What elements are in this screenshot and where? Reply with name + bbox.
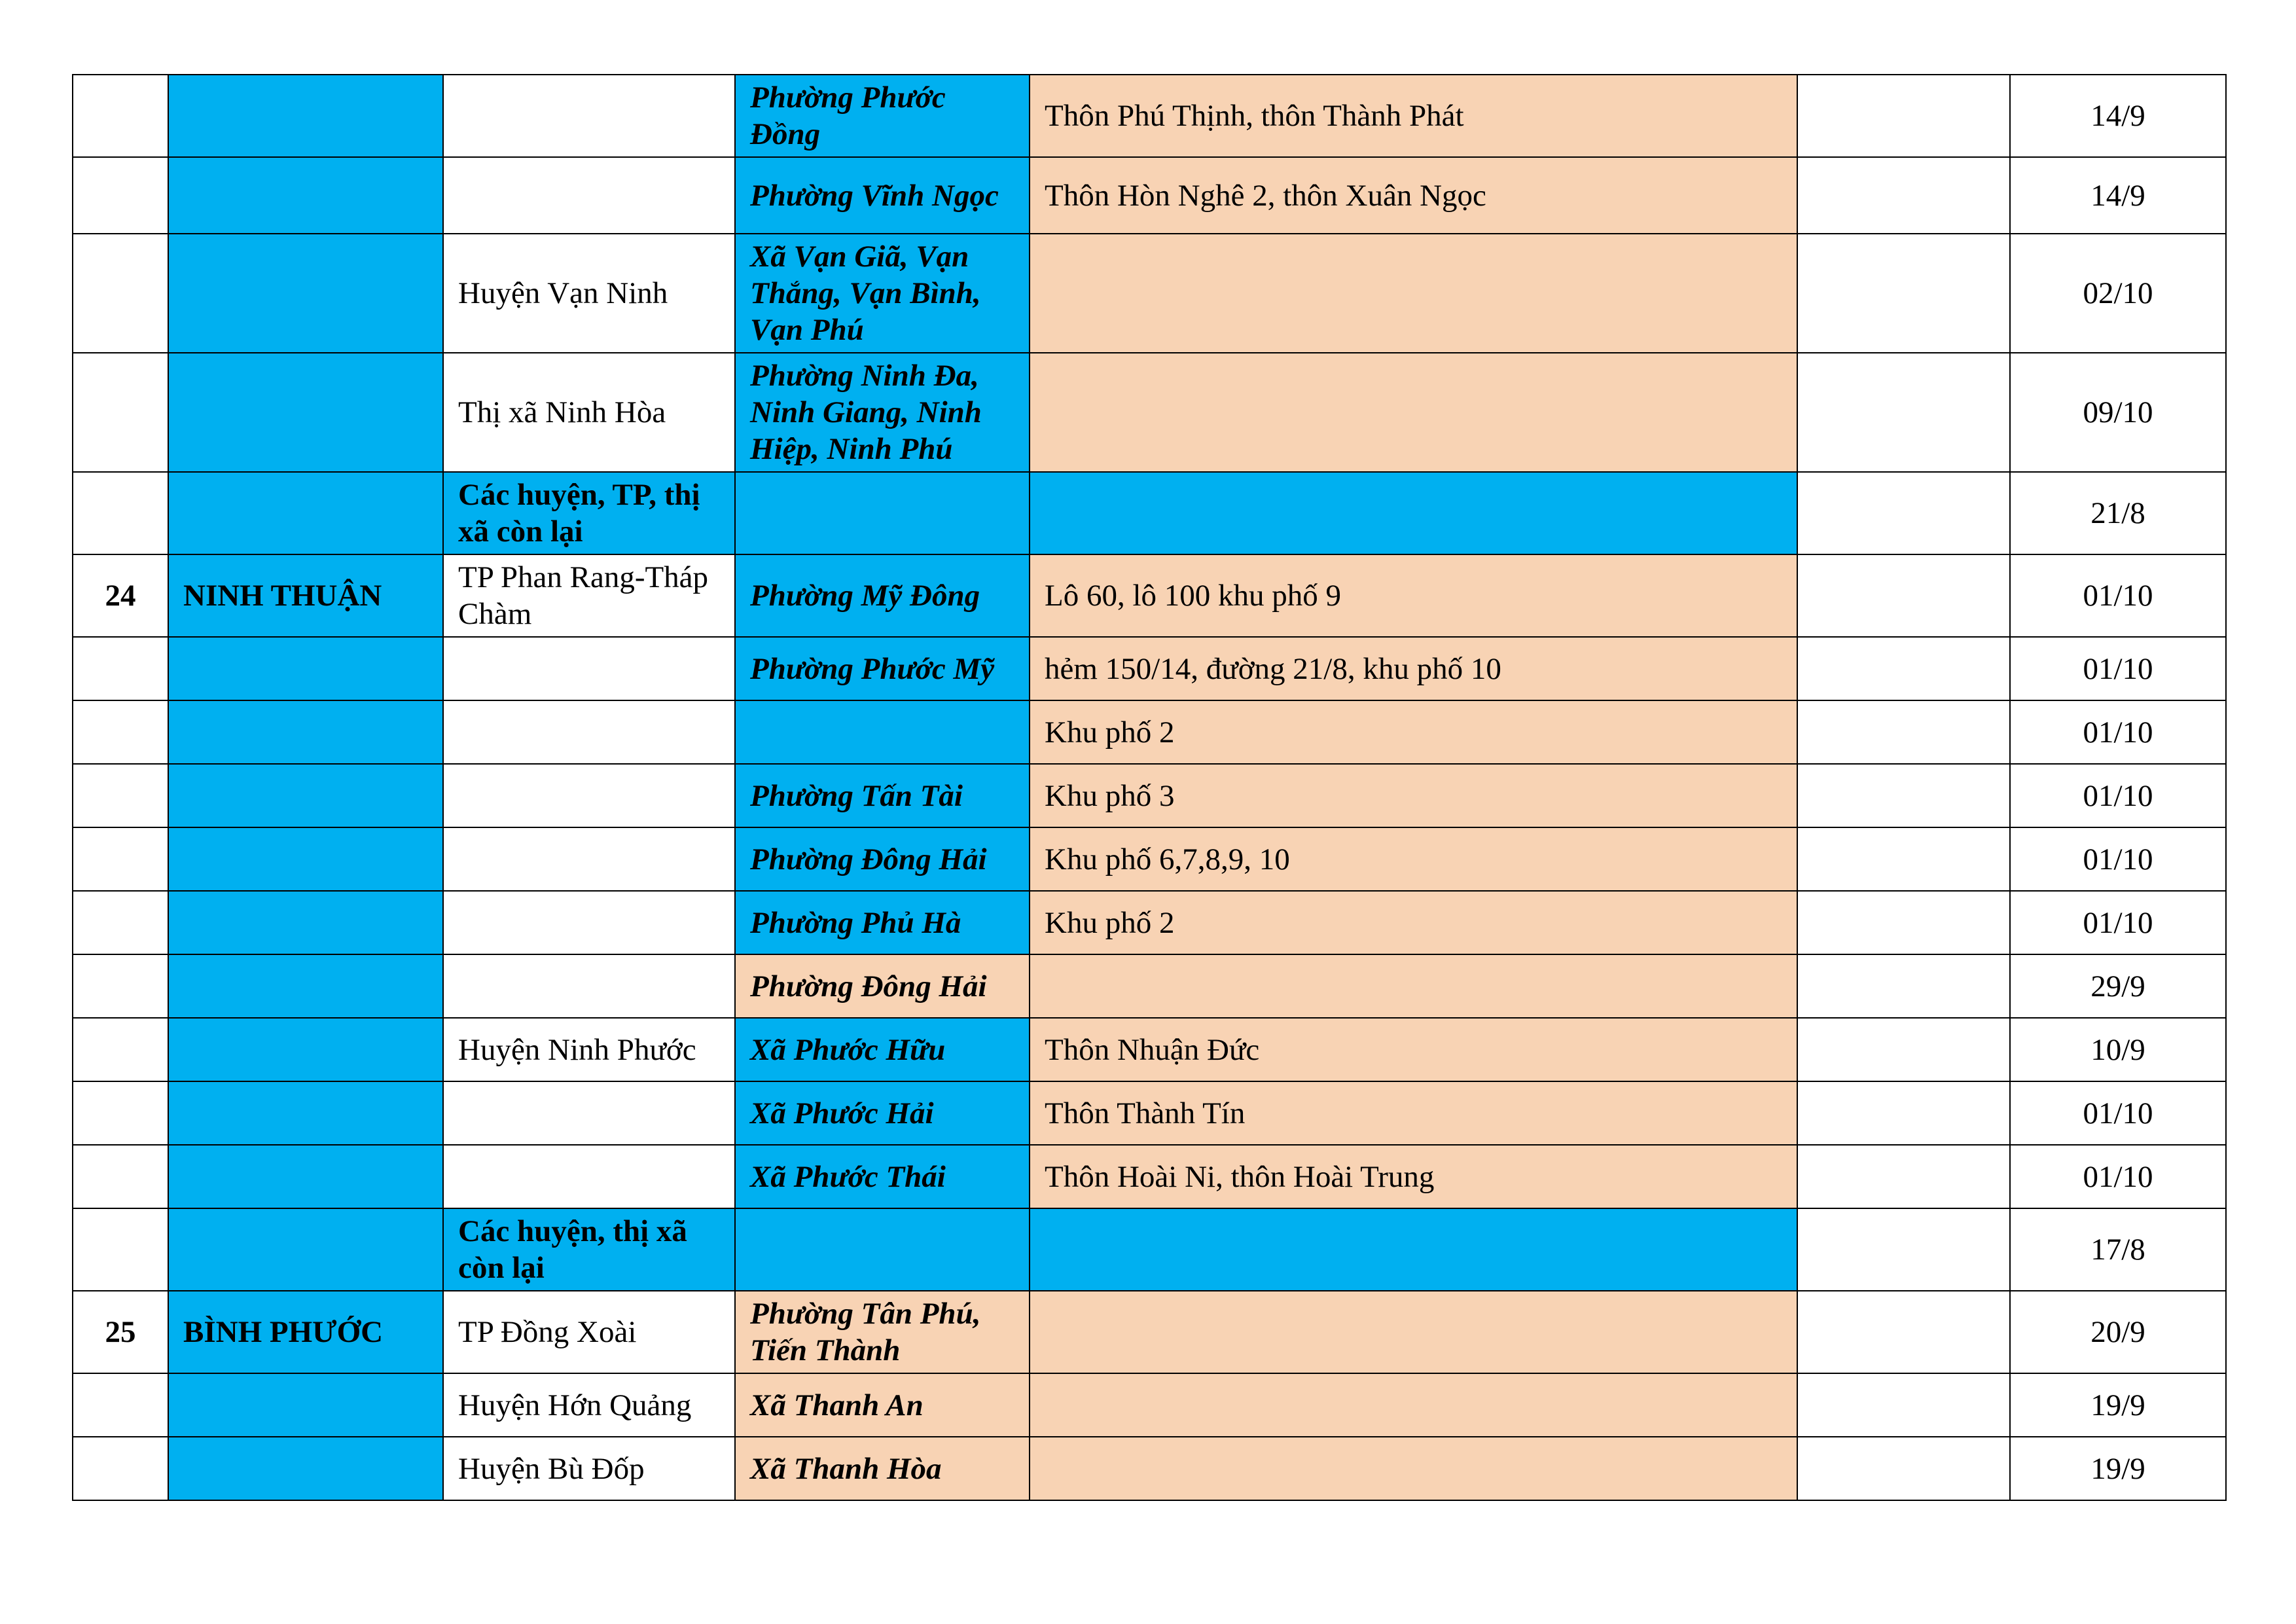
blank-cell — [1797, 1018, 2010, 1081]
district-cell: Thị xã Ninh Hòa — [443, 353, 735, 472]
blank-cell — [1797, 891, 2010, 954]
blank-cell — [1797, 353, 2010, 472]
district-cell — [443, 954, 735, 1018]
district-cell — [443, 157, 735, 234]
detail-cell: Khu phố 2 — [1030, 891, 1797, 954]
table-row — [73, 1291, 2226, 1373]
table-row — [73, 637, 2226, 700]
district-cell: TP Đồng Xoài — [443, 1291, 735, 1373]
district-cell: Huyện Hớn Quảng — [443, 1373, 735, 1437]
blank-cell — [1797, 1437, 2010, 1500]
table-row — [73, 954, 2226, 1018]
table-row — [73, 1145, 2226, 1208]
date-cell: 19/9 — [2010, 1373, 2226, 1437]
row-number-cell — [73, 1208, 168, 1291]
row-number-cell — [73, 353, 168, 472]
detail-cell: Thôn Phú Thịnh, thôn Thành Phát — [1030, 75, 1797, 157]
row-number-cell — [73, 1437, 168, 1500]
table-body — [73, 75, 2226, 1500]
date-cell: 19/9 — [2010, 1437, 2226, 1500]
province-cell — [168, 1373, 443, 1437]
blank-cell — [1797, 1291, 2010, 1373]
ward-cell: Xã Thanh An — [735, 1373, 1030, 1437]
blank-cell — [1797, 554, 2010, 637]
row-number-cell — [73, 75, 168, 157]
date-cell: 17/8 — [2010, 1208, 2226, 1291]
table-row — [73, 827, 2226, 891]
table-row — [73, 764, 2226, 827]
ward-cell: Phường Phủ Hà — [735, 891, 1030, 954]
date-cell: 01/10 — [2010, 891, 2226, 954]
table-row — [73, 1208, 2226, 1291]
province-cell — [168, 353, 443, 472]
province-cell — [168, 827, 443, 891]
province-cell — [168, 1018, 443, 1081]
detail-cell — [1030, 1373, 1797, 1437]
row-number-cell — [73, 1081, 168, 1145]
date-cell: 01/10 — [2010, 554, 2226, 637]
ward-cell — [735, 1208, 1030, 1291]
detail-cell: Thôn Hòn Nghê 2, thôn Xuân Ngọc — [1030, 157, 1797, 234]
province-cell — [168, 954, 443, 1018]
district-cell: Huyện Bù Đốp — [443, 1437, 735, 1500]
detail-cell — [1030, 353, 1797, 472]
blank-cell — [1797, 700, 2010, 764]
row-number-cell: 24 — [73, 554, 168, 637]
date-cell: 01/10 — [2010, 764, 2226, 827]
detail-cell — [1030, 472, 1797, 554]
province-cell — [168, 700, 443, 764]
row-number-cell — [73, 827, 168, 891]
row-number-cell — [73, 472, 168, 554]
table-row — [73, 700, 2226, 764]
ward-cell: Xã Phước Thái — [735, 1145, 1030, 1208]
detail-cell — [1030, 234, 1797, 353]
row-number-cell — [73, 234, 168, 353]
district-cell: Huyện Vạn Ninh — [443, 234, 735, 353]
ward-cell: Phường Ninh Đa, Ninh Giang, Ninh Hiệp, Ninh Phú — [735, 353, 1030, 472]
detail-cell: Thôn Nhuận Đức — [1030, 1018, 1797, 1081]
province-cell — [168, 891, 443, 954]
blank-cell — [1797, 234, 2010, 353]
table-row — [73, 1018, 2226, 1081]
date-cell: 29/9 — [2010, 954, 2226, 1018]
row-number-cell — [73, 1373, 168, 1437]
district-cell — [443, 700, 735, 764]
ward-cell: Phường Tân Phú, Tiến Thành — [735, 1291, 1030, 1373]
province-cell — [168, 1145, 443, 1208]
province-cell — [168, 1081, 443, 1145]
ward-cell: Phường Tấn Tài — [735, 764, 1030, 827]
ward-cell: Xã Vạn Giã, Vạn Thắng, Vạn Bình, Vạn Phú — [735, 234, 1030, 353]
table-row — [73, 1081, 2226, 1145]
row-number-cell — [73, 764, 168, 827]
province-cell — [168, 157, 443, 234]
detail-cell — [1030, 1208, 1797, 1291]
ward-cell: Phường Vĩnh Ngọc — [735, 157, 1030, 234]
ward-cell: Phường Phước Mỹ — [735, 637, 1030, 700]
blank-cell — [1797, 157, 2010, 234]
province-cell — [168, 764, 443, 827]
date-cell: 10/9 — [2010, 1018, 2226, 1081]
table-row — [73, 554, 2226, 637]
district-cell: TP Phan Rang-Tháp Chàm — [443, 554, 735, 637]
blank-cell — [1797, 1208, 2010, 1291]
row-number-cell — [73, 700, 168, 764]
table-row — [73, 472, 2226, 554]
province-cell — [168, 472, 443, 554]
detail-cell: Lô 60, lô 100 khu phố 9 — [1030, 554, 1797, 637]
detail-cell: Khu phố 6,7,8,9, 10 — [1030, 827, 1797, 891]
date-cell: 02/10 — [2010, 234, 2226, 353]
table-row — [73, 157, 2226, 234]
province-cell — [168, 1208, 443, 1291]
table-row — [73, 353, 2226, 472]
ward-cell — [735, 472, 1030, 554]
date-cell: 14/9 — [2010, 157, 2226, 234]
date-cell: 20/9 — [2010, 1291, 2226, 1373]
date-cell: 01/10 — [2010, 1081, 2226, 1145]
ward-cell: Xã Phước Hải — [735, 1081, 1030, 1145]
blank-cell — [1797, 75, 2010, 157]
blank-cell — [1797, 637, 2010, 700]
district-cell: Các huyện, thị xã còn lại — [443, 1208, 735, 1291]
row-number-cell: 25 — [73, 1291, 168, 1373]
zone-table — [72, 74, 2227, 1501]
row-number-cell — [73, 637, 168, 700]
detail-cell — [1030, 954, 1797, 1018]
blank-cell — [1797, 1145, 2010, 1208]
detail-cell — [1030, 1291, 1797, 1373]
blank-cell — [1797, 1081, 2010, 1145]
province-cell — [168, 637, 443, 700]
district-cell — [443, 637, 735, 700]
district-cell — [443, 827, 735, 891]
district-cell — [443, 891, 735, 954]
row-number-cell — [73, 954, 168, 1018]
province-cell — [168, 234, 443, 353]
date-cell: 01/10 — [2010, 1145, 2226, 1208]
district-cell — [443, 1145, 735, 1208]
province-cell — [168, 1437, 443, 1500]
ward-cell: Xã Thanh Hòa — [735, 1437, 1030, 1500]
detail-cell: hẻm 150/14, đường 21/8, khu phố 10 — [1030, 637, 1797, 700]
detail-cell: Khu phố 2 — [1030, 700, 1797, 764]
district-cell: Huyện Ninh Phước — [443, 1018, 735, 1081]
row-number-cell — [73, 157, 168, 234]
row-number-cell — [73, 891, 168, 954]
date-cell: 01/10 — [2010, 827, 2226, 891]
ward-cell: Phường Mỹ Đông — [735, 554, 1030, 637]
detail-cell — [1030, 1437, 1797, 1500]
district-cell: Các huyện, TP, thị xã còn lại — [443, 472, 735, 554]
district-cell — [443, 764, 735, 827]
date-cell: 01/10 — [2010, 637, 2226, 700]
blank-cell — [1797, 954, 2010, 1018]
date-cell: 14/9 — [2010, 75, 2226, 157]
row-number-cell — [73, 1018, 168, 1081]
table-row — [73, 75, 2226, 157]
blank-cell — [1797, 472, 2010, 554]
table-row — [73, 234, 2226, 353]
blank-cell — [1797, 1373, 2010, 1437]
ward-cell — [735, 700, 1030, 764]
ward-cell: Phường Đông Hải — [735, 827, 1030, 891]
ward-cell: Phường Đông Hải — [735, 954, 1030, 1018]
row-number-cell — [73, 1145, 168, 1208]
blank-cell — [1797, 827, 2010, 891]
table-row — [73, 1373, 2226, 1437]
province-cell — [168, 75, 443, 157]
date-cell: 09/10 — [2010, 353, 2226, 472]
province-cell: BÌNH PHƯỚC — [168, 1291, 443, 1373]
district-cell — [443, 1081, 735, 1145]
district-cell — [443, 75, 735, 157]
ward-cell: Phường Phước Đồng — [735, 75, 1030, 157]
date-cell: 21/8 — [2010, 472, 2226, 554]
detail-cell: Khu phố 3 — [1030, 764, 1797, 827]
detail-cell: Thôn Hoài Ni, thôn Hoài Trung — [1030, 1145, 1797, 1208]
date-cell: 01/10 — [2010, 700, 2226, 764]
detail-cell: Thôn Thành Tín — [1030, 1081, 1797, 1145]
ward-cell: Xã Phước Hữu — [735, 1018, 1030, 1081]
table-row — [73, 891, 2226, 954]
table-row — [73, 1437, 2226, 1500]
blank-cell — [1797, 764, 2010, 827]
province-cell: NINH THUẬN — [168, 554, 443, 637]
